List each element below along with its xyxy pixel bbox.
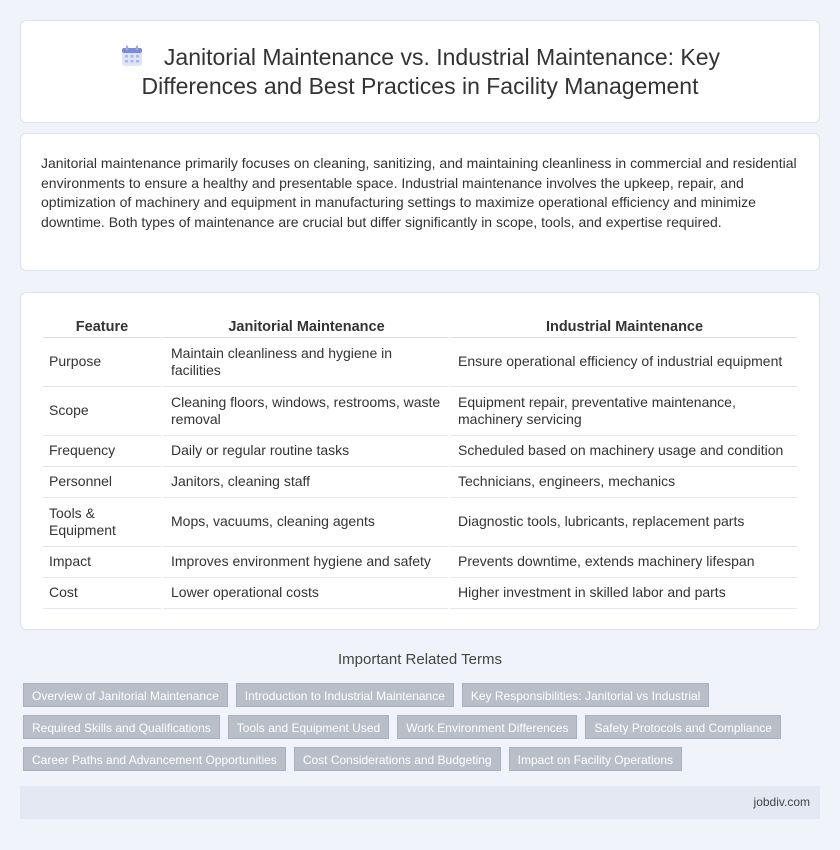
table-row	[43, 467, 797, 498]
header-janitorial: Janitorial Maintenance	[161, 313, 448, 338]
calendar-icon	[120, 44, 144, 68]
header-feature: Feature	[43, 313, 161, 338]
tag-required-skills[interactable]: Required Skills and Qualifications	[23, 715, 220, 739]
cell-industrial: Technicians, engineers, mechanics	[448, 467, 797, 498]
tag-career-paths[interactable]: Career Paths and Advancement Opportunities	[23, 747, 286, 771]
cell-janitorial: Maintain cleanliness and hygiene in facilities	[161, 338, 448, 387]
related-terms-tags	[23, 683, 813, 771]
tag-cost-considerations[interactable]: Cost Considerations and Budgeting	[294, 747, 501, 771]
cell-janitorial: Janitors, cleaning staff	[161, 467, 448, 498]
cell-janitorial: Mops, vacuums, cleaning agents	[161, 498, 448, 547]
table-row	[43, 578, 797, 609]
cell-feature: Purpose	[43, 338, 161, 387]
cell-feature: Scope	[43, 387, 161, 436]
cell-feature: Impact	[43, 547, 161, 578]
footer-site-link[interactable]: jobdiv.com	[753, 795, 810, 809]
table-row	[43, 498, 797, 547]
page-title	[120, 44, 720, 99]
cell-feature: Tools & Equipment	[43, 498, 161, 547]
table-row	[43, 547, 797, 578]
table-header-row	[43, 313, 797, 338]
tag-overview-janitorial[interactable]: Overview of Janitorial Maintenance	[23, 683, 228, 707]
cell-janitorial: Lower operational costs	[161, 578, 448, 609]
cell-industrial: Equipment repair, preventative maintenance, machinery servicing	[448, 387, 797, 436]
cell-industrial: Prevents downtime, extends machinery lifespan	[448, 547, 797, 578]
tag-work-environment[interactable]: Work Environment Differences	[397, 715, 577, 739]
comparison-table	[43, 313, 797, 609]
footer	[20, 786, 820, 819]
header-industrial: Industrial Maintenance	[448, 313, 797, 338]
cell-feature: Personnel	[43, 467, 161, 498]
title-wrap	[21, 43, 819, 101]
cell-feature: Frequency	[43, 436, 161, 467]
tag-impact-operations[interactable]: Impact on Facility Operations	[509, 747, 682, 771]
tag-safety-protocols[interactable]: Safety Protocols and Compliance	[585, 715, 780, 739]
cell-janitorial: Improves environment hygiene and safety	[161, 547, 448, 578]
tag-intro-industrial[interactable]: Introduction to Industrial Maintenance	[236, 683, 454, 707]
intro-card	[20, 133, 820, 271]
intro-paragraph: Janitorial maintenance primarily focuses on cleaning, sanitizing, and maintaining cleanliness in commercial and residential environments to ensure a healthy and presentable space. Industrial maintenance involves the upkeep, repair, and optimization of machinery and equipment in manufacturing settings to maximize operational efficiency and minimize downtime. Both types of maintenance are crucial but differ significantly in scope, tools, and expertise required.	[41, 155, 797, 230]
table-row	[43, 436, 797, 467]
cell-feature: Cost	[43, 578, 161, 609]
table-row	[43, 387, 797, 436]
table-row	[43, 338, 797, 387]
title-card	[20, 20, 820, 123]
cell-janitorial: Daily or regular routine tasks	[161, 436, 448, 467]
tag-key-responsibilities[interactable]: Key Responsibilities: Janitorial vs Industrial	[462, 683, 709, 707]
comparison-card	[20, 292, 820, 630]
cell-industrial: Ensure operational efficiency of industrial equipment	[448, 338, 797, 387]
cell-industrial: Higher investment in skilled labor and parts	[448, 578, 797, 609]
cell-industrial: Scheduled based on machinery usage and condition	[448, 436, 797, 467]
cell-janitorial: Cleaning floors, windows, restrooms, waste removal	[161, 387, 448, 436]
related-terms-title: Important Related Terms	[338, 651, 502, 668]
cell-industrial: Diagnostic tools, lubricants, replacement parts	[448, 498, 797, 547]
page-title-text: Janitorial Maintenance vs. Industrial Maintenance: Key Differences and Best Practices in Facility Management	[141, 43, 721, 99]
tag-tools-equipment[interactable]: Tools and Equipment Used	[228, 715, 389, 739]
